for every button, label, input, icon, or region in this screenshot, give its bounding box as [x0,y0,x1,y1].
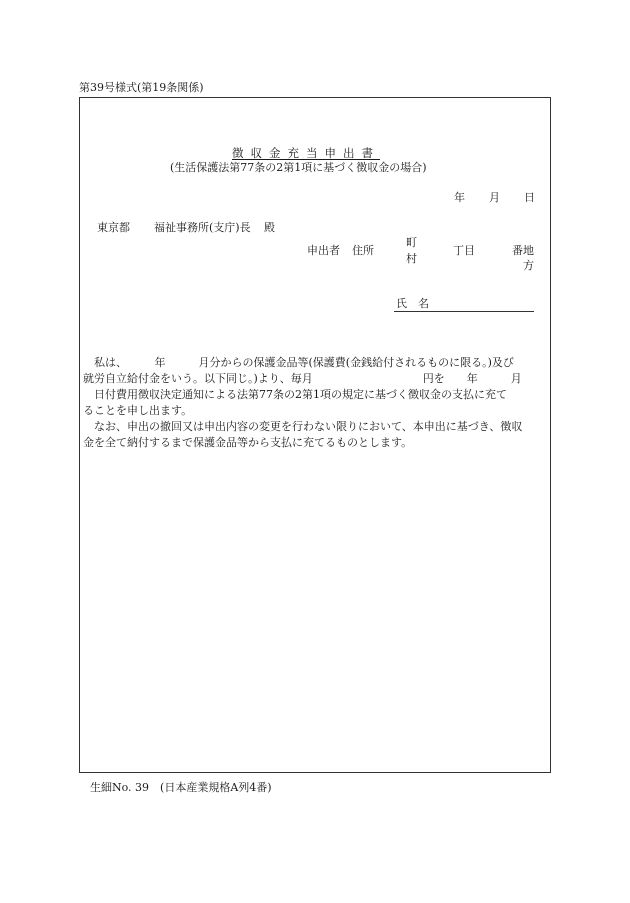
applicant-label: 申出者 [307,244,340,257]
body-line-4: ることを申し出ます。 [83,404,193,417]
name-label: 氏 名 [396,297,429,310]
address-kata-label: 方 [523,259,534,272]
addressee-prefecture: 東京都 [97,221,130,234]
address-village-label: 村 [406,252,417,265]
body-line-1: 私は、 年 月分からの保護金品等(保護費(金銭給付されるものに限る。)及び [94,356,514,369]
date-year-label: 年 [454,191,465,204]
footer-note: 生細No. 39 (日本産業規格A列4番) [90,781,272,794]
form-title: 徴収金充当申出書 [232,146,380,160]
date-month-label: 月 [489,191,500,204]
address-banchi-label: 番地 [512,244,534,257]
date-day-label: 日 [524,191,535,204]
body-line-5: なお、申出の撤回又は申出内容の変更を行わない限りにおいて、本申出に基づき、徴収 [94,420,523,433]
address-chome-label: 丁目 [453,244,475,257]
body-line-6: 金を全て納付するまで保護金品等から支払に充てるものとします。 [83,436,413,449]
body-line-2: 就労自立給付金をいう。以下同じ。)より、毎月 円を 年 月 [83,372,522,385]
form-subtitle: (生活保護法第77条の2第1項に基づく徴収金の場合) [170,161,427,174]
body-line-3: 日付費用徴収決定通知による法第77条の2第1項の規定に基づく徴収金の支払に充て [94,388,507,401]
addressee-office: 福祉事務所(支庁)長 [154,221,251,234]
address-label: 住所 [352,244,374,257]
address-town-label: 町 [406,236,417,249]
name-field-underline [394,311,534,312]
form-number-label: 第39号様式(第19条関係) [79,81,204,94]
addressee-honorific: 殿 [264,221,275,234]
